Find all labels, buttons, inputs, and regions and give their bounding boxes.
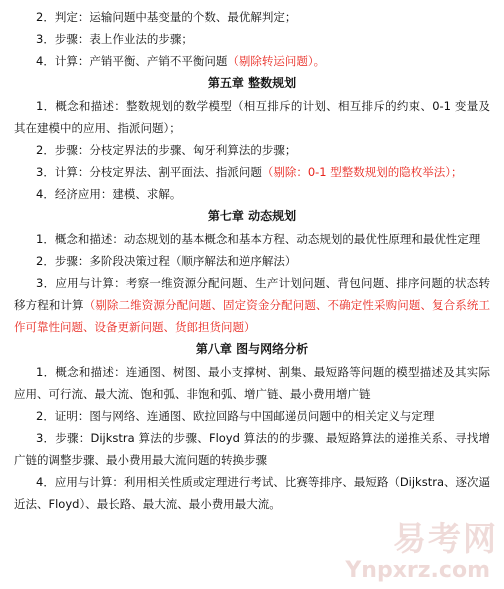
ch5-item-2: 2．步骤：分枝定界法的步骤、匈牙利算法的步骤； xyxy=(36,143,297,157)
ch8-item-2: 2．证明：图与网络、连通图、欧拉回路与中国邮递员问题中的相关定义与定理 xyxy=(36,409,435,423)
ch7-item-1: 1．概念和描述：动态规划的基本概念和基本方程、动态规划的最优性原理和最优性定理 xyxy=(36,232,481,246)
watermark-url: Ynpxrz.com xyxy=(345,558,490,583)
ch7-item-3-text: 3．应用与计算：考察一维资源分配问题、生产计划问题、背包问题、排序问题的状态转移方程和计算 xyxy=(14,276,490,312)
ch5-item-1: 1．概念和描述：整数规划的数学模型（相互排斥的计划、相互排斥的约束、0-1 变量及其在建模中的应用、指派问题）； xyxy=(14,99,490,135)
ch4-item-3: 3．步骤：表上作业法的步骤； xyxy=(36,32,193,46)
ch5-item-4: 4．经济应用：建模、求解。 xyxy=(36,187,182,201)
ch5-item-3 xyxy=(0,161,504,183)
watermark-brand: 易考网 xyxy=(393,519,498,558)
ch4-item-4 xyxy=(0,50,504,72)
ch5-item-3-removed-note: （剔除：0-1 型整数规划的隐枚举法）； xyxy=(261,165,463,179)
ch4-item-2: 2．判定：运输问题中基变量的个数、最优解判定； xyxy=(36,10,297,24)
site-watermark xyxy=(345,513,500,583)
ch7-item-3 xyxy=(0,272,504,338)
ch8-item-4: 4．应用与计算：利用相关性质或定理进行考试、比赛等排序、最短路（Dijkstra、逐次逼近法、Floyd）、最长路、最大流、最小费用最大流。 xyxy=(14,475,490,511)
ch4-item-4-text: 4．计算：产销平衡、产销不平衡问题 xyxy=(36,54,228,68)
chapter-8-title: 第八章 图与网络分析 xyxy=(195,342,309,356)
ch5-item-3-text: 3．计算：分枝定界法、割平面法、指派问题 xyxy=(36,165,262,179)
chapter-7-title: 第七章 动态规划 xyxy=(207,209,297,223)
ch7-item-3-removed-note: （剔除二维资源分配问题、固定资金分配问题、不确定性采购问题、复合系统工作可靠性问题、设备更新问题、货郎担货问题） xyxy=(14,298,491,334)
ch8-item-1: 1．概念和描述：连通图、树图、最小支撑树、割集、最短路等问题的模型描述及其实际应用、可行流、最大流、饱和弧、非饱和弧、增广链、最小费用增广链 xyxy=(14,365,490,401)
chapter-5-title: 第五章 整数规划 xyxy=(207,76,297,90)
ch8-item-3: 3．步骤：Dijkstra 算法的步骤、Floyd 算法的的步骤、最短路算法的递推关系、寻找增广链的调整步骤、最小费用最大流问题的转换步骤 xyxy=(14,431,490,467)
ch7-item-2: 2．步骤：多阶段决策过程（顺序解法和逆序解法） xyxy=(36,254,297,268)
ch4-item-4-removed-note: （剔除转运问题）。 xyxy=(227,54,326,68)
